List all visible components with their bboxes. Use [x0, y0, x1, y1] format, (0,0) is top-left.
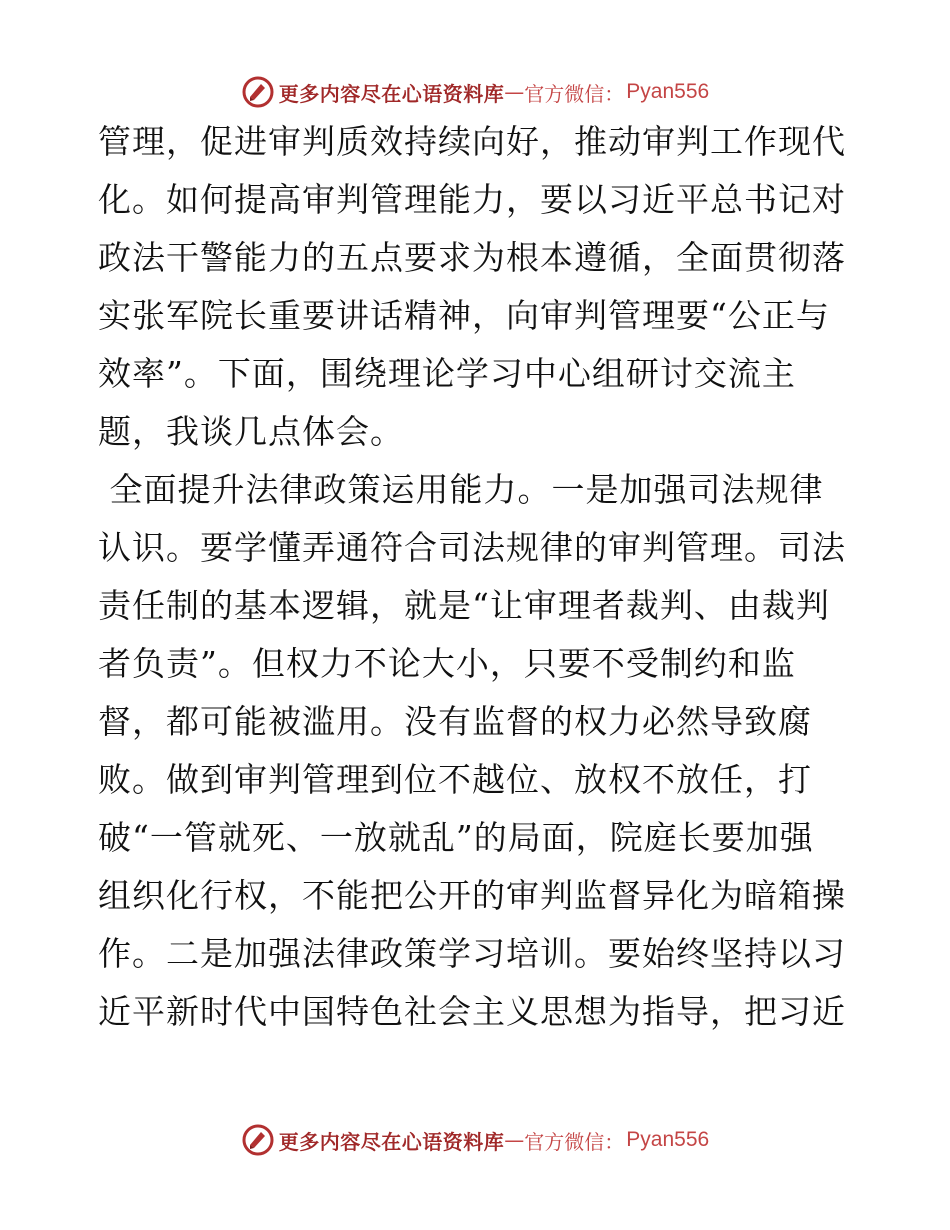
banner-title: 更多内容尽在心语资料库 [278, 1129, 505, 1154]
text-line: 败。做到审判管理到位不越位、放权不放任，打 [98, 760, 812, 799]
text-line: 作。二是加强法律政策学习培训。要始终坚持以习 [98, 934, 846, 973]
text-line: 近平新时代中国特色社会主义思想为指导，把习近 [98, 992, 846, 1031]
text-line: 组织化行权，不能把公开的审判监督异化为暗箱操 [98, 876, 846, 915]
footer-banner [0, 1120, 950, 1160]
paragraph [98, 470, 858, 1032]
banner-wechat-id: Pyan556 [626, 80, 710, 103]
banner-separator: — [504, 1128, 525, 1152]
paragraph [98, 122, 858, 452]
text-line: 效率”。下面，围绕理论学习中心组研讨交流主 [98, 354, 796, 393]
header-banner [0, 72, 950, 112]
text-line: 管理，促进审判质效持续向好，推动审判工作现代 [98, 122, 846, 161]
text-line: 督，都可能被滥用。没有监督的权力必然导致腐 [98, 702, 812, 741]
text-line: 者负责”。但权力不论大小，只要不受制约和监 [98, 644, 796, 683]
text-line: 化。如何提高审判管理能力，要以习近平总书记对 [98, 180, 846, 219]
document-body [98, 122, 858, 1050]
text-line: 责任制的基本逻辑，就是“让审理者裁判、由裁判 [98, 586, 830, 625]
banner-separator: — [504, 80, 525, 104]
brand-logo-icon [241, 1123, 275, 1157]
banner-title: 更多内容尽在心语资料库 [278, 81, 505, 106]
banner-wechat-id: Pyan556 [626, 1128, 710, 1151]
text-line: 实张军院长重要讲话精神，向审判管理要“公正与 [98, 296, 830, 335]
text-line: 政法干警能力的五点要求为根本遵循，全面贯彻落 [98, 238, 846, 277]
banner-wechat-label: 官方微信： [524, 1129, 625, 1154]
banner-wechat-label: 官方微信： [524, 81, 625, 106]
text-line: 题，我谈几点体会。 [98, 412, 404, 451]
text-line: 认识。要学懂弄通符合司法规律的审判管理。司法 [98, 528, 846, 567]
text-line: 破“一管就死、一放就乱”的局面，院庭长要加强 [98, 818, 814, 857]
text-line: 全面提升法律政策运用能力。一是加强司法规律 [98, 470, 824, 509]
brand-logo-icon [241, 75, 275, 109]
